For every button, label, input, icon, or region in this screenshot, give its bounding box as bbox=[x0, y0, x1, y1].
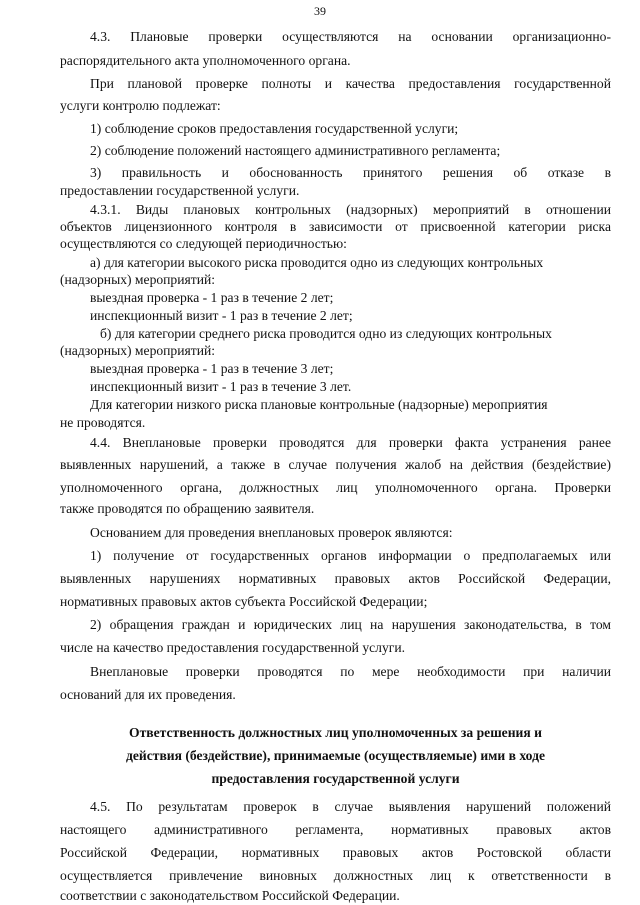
text-line: (надзорных) мероприятий: bbox=[60, 272, 216, 287]
text-line: 4.5. По результатам проверок в случае выявления нарушений положений bbox=[90, 799, 611, 814]
text-line: Внеплановые проверки проводятся по мере необходимости при наличии bbox=[90, 664, 611, 679]
text-line: уполномоченного органа, должностных лиц уполномоченного органа. Проверки bbox=[60, 480, 611, 495]
text-line: а) для категории высокого риска проводится одно из следующих контрольных bbox=[90, 255, 544, 270]
text-line: 1) соблюдение сроков предоставления государственной услуги; bbox=[90, 121, 459, 136]
text-line: соответствии с законодательством Российской Федерации. bbox=[60, 888, 400, 903]
text-line: настоящего административного регламента, нормативных правовых актов bbox=[60, 822, 611, 837]
text-line: При плановой проверке полноты и качества предоставления государственной bbox=[90, 76, 611, 91]
text-line: выявленных нарушениях нормативных правовых актов Российской Федерации, bbox=[60, 571, 611, 586]
text-line: распорядительного акта уполномоченного органа. bbox=[60, 53, 351, 68]
text-line: выездная проверка - 1 раз в течение 3 лет; bbox=[90, 361, 334, 376]
text-line: 1) получение от государственных органов информации о предполагаемых или bbox=[90, 548, 611, 563]
text-line: предоставлении государственной услуги. bbox=[60, 183, 300, 198]
text-line: инспекционный визит - 1 раз в течение 3 лет. bbox=[90, 379, 352, 394]
text-line: выявленных нарушений, а также в случае получения жалоб на действия (бездействие) bbox=[60, 457, 611, 472]
text-line: услуги контролю подлежат: bbox=[60, 98, 221, 113]
page-number: 39 bbox=[314, 4, 326, 18]
heading-line: предоставления государственной услуги bbox=[211, 771, 460, 786]
text-line: 4.3.1. Виды плановых контрольных (надзорных) мероприятий в отношении bbox=[90, 202, 611, 217]
text-line: 2) обращения граждан и юридических лиц на нарушения законодательства, в том bbox=[90, 617, 611, 632]
heading-line: Ответственность должностных лиц уполномоченных за решения и bbox=[129, 725, 542, 740]
text-line: инспекционный визит - 1 раз в течение 2 лет; bbox=[90, 308, 353, 323]
heading-line: действия (бездействие), принимаемые (осуществляемые) ими в ходе bbox=[126, 748, 545, 763]
text-line: не проводятся. bbox=[60, 415, 146, 430]
text-line: Российской Федерации, нормативных правовых актов Ростовской области bbox=[60, 845, 611, 860]
text-line: 4.4. Внеплановые проверки проводятся для проверки факта устранения ранее bbox=[90, 435, 611, 450]
text-line: Основанием для проведения внеплановых проверок являются: bbox=[90, 525, 453, 540]
text-line: 3) правильность и обоснованность принятого решения об отказе в bbox=[90, 165, 611, 180]
text-line: Для категории низкого риска плановые контрольные (надзорные) мероприятия bbox=[90, 397, 548, 412]
text-line: осуществляются со следующей периодичностью: bbox=[60, 236, 347, 251]
text-line: также проводятся по обращению заявителя. bbox=[60, 501, 315, 516]
text-line: (надзорных) мероприятий: bbox=[60, 343, 216, 358]
text-line: б) для категории среднего риска проводится одно из следующих контрольных bbox=[100, 326, 552, 341]
text-line: числе на качество предоставления государственной услуги. bbox=[60, 640, 406, 655]
text-line: 4.3. Плановые проверки осуществляются на основании организационно- bbox=[90, 29, 611, 44]
text-line: объектов лицензионного контроля в зависимости от присвоенной категории риска bbox=[60, 219, 611, 234]
text-line: оснований для их проведения. bbox=[60, 687, 236, 702]
text-line: осуществляется привлечение виновных должностных лиц к ответственности в bbox=[60, 868, 611, 883]
text-line: выездная проверка - 1 раз в течение 2 лет; bbox=[90, 290, 334, 305]
text-line: нормативных правовых актов субъекта Российской Федерации; bbox=[60, 594, 428, 609]
text-line: 2) соблюдение положений настоящего административного регламента; bbox=[90, 143, 501, 158]
